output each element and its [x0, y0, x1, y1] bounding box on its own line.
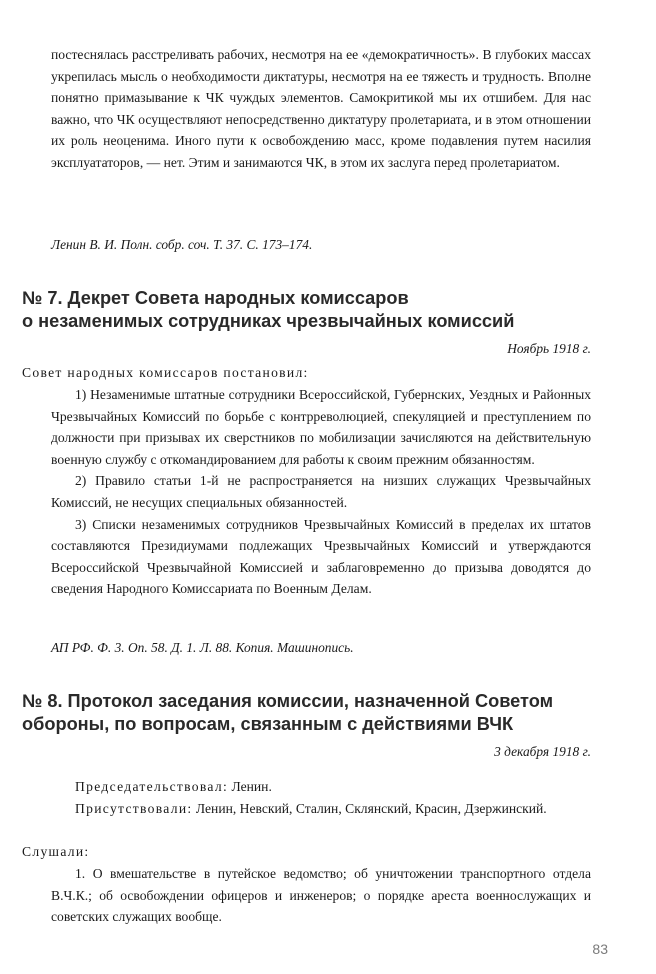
page-number: 83	[592, 941, 608, 957]
doc8-heard-item: 1. О вмешательстве в путейское ведомство; об уничтожении транспортного отдела В.Ч.К.; об освобождении офицеров и инженеров; о порядке ареста военнослужащих и советских служащих вообще.	[51, 866, 591, 925]
doc7-item-2: 2) Правило статьи 1-й не распространяется на низших служащих Чрезвычайных Комиссий, не несущих специальных обязанностей.	[51, 473, 591, 510]
doc7-date: Ноябрь 1918 г.	[507, 341, 591, 356]
doc7-source-citation: АП РФ. Ф. 3. Оп. 58. Д. 1. Л. 88. Копия. Машинопись.	[51, 640, 354, 655]
doc8-present	[51, 798, 591, 820]
doc8-chair-value: Ленин.	[231, 779, 272, 794]
doc8-chair	[51, 776, 591, 798]
doc7-preamble-wrap	[22, 362, 592, 384]
doc7-title-line1: № 7. Декрет Совета народных комиссаров	[22, 288, 409, 308]
doc7-item-1: 1) Незаменимые штатные сотрудники Всероссийской, Губернских, Уездных и Районных Чрезвычайных Комиссий по борьбе с контрреволюцией, спекуляцией и преступлением по должности при призывах их сверстников по мобилизации зачисляются на действительную военную службу с откомандированием для работы к своим прежним обязанностям.	[51, 387, 591, 467]
doc7-preamble: Совет народных комиссаров постановил:	[22, 365, 309, 380]
doc7-heading	[22, 287, 592, 333]
doc8-heading	[22, 690, 592, 736]
doc8-attendance	[51, 776, 591, 819]
doc7-item-3: 3) Списки незаменимых сотрудников Чрезвычайных Комиссий в пределах их штатов составляются Президиумами подлежащих Чрезвычайных Комиссий и утверждаются Всероссийской Чрезвычайной Комиссией и заблаговременно до призыва доводятся до сведения Народного Комиссариата по Военным Делам.	[51, 516, 591, 597]
intro-source-citation: Ленин В. И. Полн. собр. соч. Т. 37. С. 173–174.	[51, 237, 313, 252]
doc8-heard-wrap	[51, 863, 591, 928]
doc7-date-wrap	[51, 339, 591, 359]
doc7-title-line2: о незаменимых сотрудниках чрезвычайных комиссий	[22, 311, 515, 331]
doc8-chair-label: Председательствовал:	[75, 779, 229, 794]
doc8-date: 3 декабря 1918 г.	[494, 744, 591, 759]
doc8-heard-label: Слушали:	[22, 844, 90, 859]
doc7-items	[51, 384, 591, 600]
intro-paragraph: постеснялась расстреливать рабочих, несмотря на ее «демократичность». В глубоких массах укрепилась мысль о необходимости диктатуры, несмотря на ее тяжесть и трудность. Вполне понятно примазывание к ЧК чуждых элементов. Самокритикой мы их отшибем. Для нас важно, что ЧК осуществляют непосредственно диктатуру пролетариата, и в этом отношении их роль неоценима. Иного пути к освобождению масс, кроме подавления путем насилия эксплуататоров, — нет. Этим и занимаются ЧК, в этом их заслуга перед пролетариатом.	[51, 47, 591, 170]
doc8-present-label: Присутствовали:	[75, 800, 193, 816]
doc8-heard-label-wrap	[22, 841, 592, 863]
doc8-date-wrap	[51, 742, 591, 762]
doc7-source-wrap	[51, 638, 591, 658]
doc8-title-line2: обороны, по вопросам, связанным с действиями ВЧК	[22, 714, 514, 734]
intro-section	[51, 44, 591, 174]
intro-source	[51, 235, 591, 255]
doc8-title-line1: № 8. Протокол заседания комиссии, назначенной Советом	[22, 691, 554, 711]
doc8-present-value: Ленин, Невский, Сталин, Склянский, Красин, Дзержинский.	[195, 800, 547, 816]
